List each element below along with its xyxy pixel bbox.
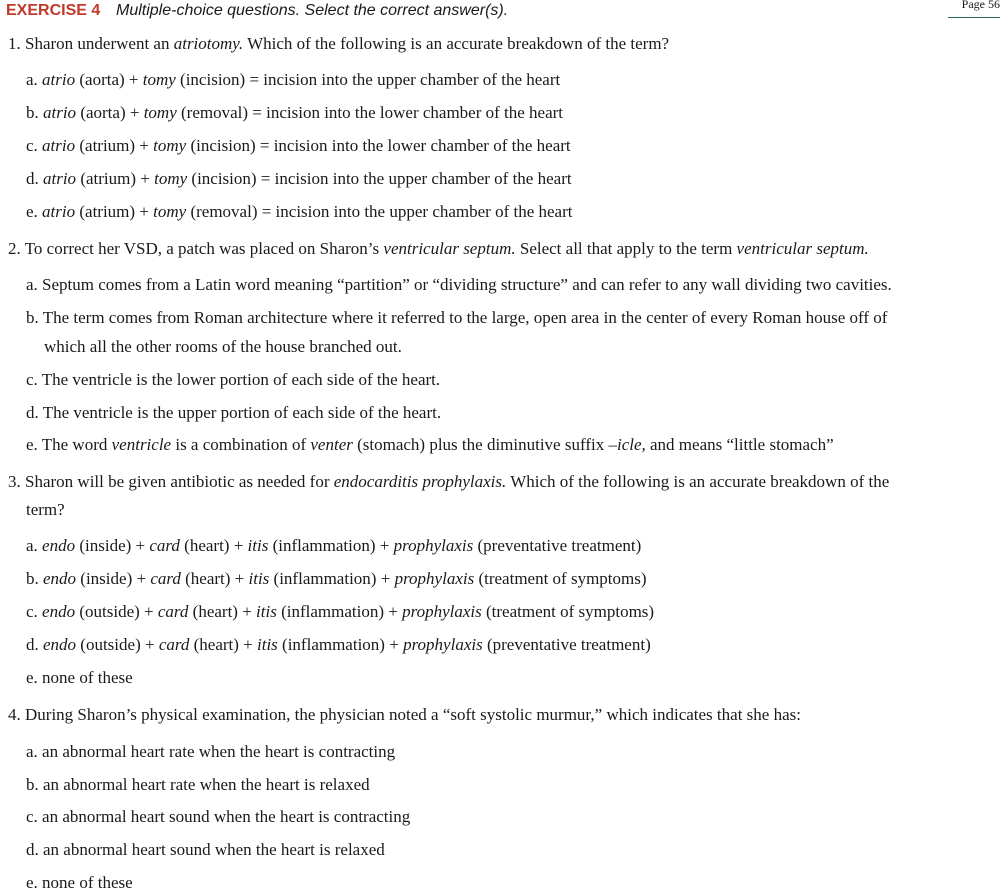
question-1-option-d[interactable]: d. atrio (atrium) + tomy (incision) = incision into the upper chamber of the heart — [26, 169, 572, 188]
question-1-stem: 1. Sharon underwent an atriotomy. Which of the following is an accurate breakdown of the term? — [8, 34, 670, 53]
question-number: 3. — [8, 472, 21, 491]
question-2-option-e[interactable]: e. The word ventricle is a combination of venter (stomach) plus the diminutive suffix –icle, and means “little stomach” — [26, 435, 834, 454]
question-4-option-d[interactable]: d. an abnormal heart sound when the heart is relaxed — [26, 840, 385, 859]
question-1-option-e[interactable]: e. atrio (atrium) + tomy (removal) = incision into the upper chamber of the heart — [26, 202, 573, 221]
question-2-option-b[interactable]: b. The term comes from Roman architecture where it referred to the large, open area in the center of every Roman house off of — [26, 308, 888, 327]
question-4-option-c[interactable]: c. an abnormal heart sound when the heart is contracting — [26, 807, 411, 826]
page-number: Page 56 — [961, 0, 1000, 11]
exercise-title: Multiple-choice questions. Select the correct answer(s). — [116, 2, 509, 19]
question-number: 1. — [8, 34, 21, 53]
question-2-option-d[interactable]: d. The ventricle is the upper portion of each side of the heart. — [26, 403, 442, 422]
exercise-label: EXERCISE 4 — [6, 2, 101, 19]
question-3-option-a[interactable]: a. endo (inside) + card (heart) + itis (inflammation) + prophylaxis (preventative treatment) — [26, 536, 642, 555]
page-number-rule — [948, 17, 1000, 18]
question-4-option-e[interactable]: e. none of these — [26, 873, 133, 892]
question-number: 4. — [8, 705, 21, 724]
question-3-option-c[interactable]: c. endo (outside) + card (heart) + itis (inflammation) + prophylaxis (treatment of symptoms) — [26, 602, 655, 621]
question-1-option-c[interactable]: c. atrio (atrium) + tomy (incision) = incision into the lower chamber of the heart — [26, 136, 571, 155]
exercise-header — [6, 0, 1000, 26]
question-3-option-d[interactable]: d. endo (outside) + card (heart) + itis (inflammation) + prophylaxis (preventative treatment) — [26, 635, 651, 654]
question-number: 2. — [8, 239, 21, 258]
question-3-option-e[interactable]: e. none of these — [26, 668, 133, 687]
question-4-option-b[interactable]: b. an abnormal heart rate when the heart is relaxed — [26, 775, 370, 794]
question-2-option-b-continued: which all the other rooms of the house branched out. — [44, 337, 402, 356]
question-3-stem-continued: term? — [26, 500, 65, 519]
question-2-stem: 2. To correct her VSD, a patch was placed on Sharon’s ventricular septum. Select all that apply to the term ventricular septum. — [8, 239, 869, 258]
question-3-stem: 3. Sharon will be given antibiotic as needed for endocarditis prophylaxis. Which of the following is an accurate breakdown of the — [8, 472, 890, 491]
question-2-option-c[interactable]: c. The ventricle is the lower portion of each side of the heart. — [26, 370, 441, 389]
question-4-stem: 4. During Sharon’s physical examination, the physician noted a “soft systolic murmur,” which indicates that she has: — [8, 705, 801, 724]
question-4-option-a[interactable]: a. an abnormal heart rate when the heart is contracting — [26, 742, 396, 761]
question-1-option-b[interactable]: b. atrio (aorta) + tomy (removal) = incision into the lower chamber of the heart — [26, 103, 564, 122]
question-2-option-a[interactable]: a. Septum comes from a Latin word meaning “partition” or “dividing structure” and can refer to any wall dividing two cavities. — [26, 275, 892, 294]
question-3-option-b[interactable]: b. endo (inside) + card (heart) + itis (inflammation) + prophylaxis (treatment of symptoms) — [26, 569, 647, 588]
question-1-option-a[interactable]: a. atrio (aorta) + tomy (incision) = incision into the upper chamber of the heart — [26, 70, 561, 89]
